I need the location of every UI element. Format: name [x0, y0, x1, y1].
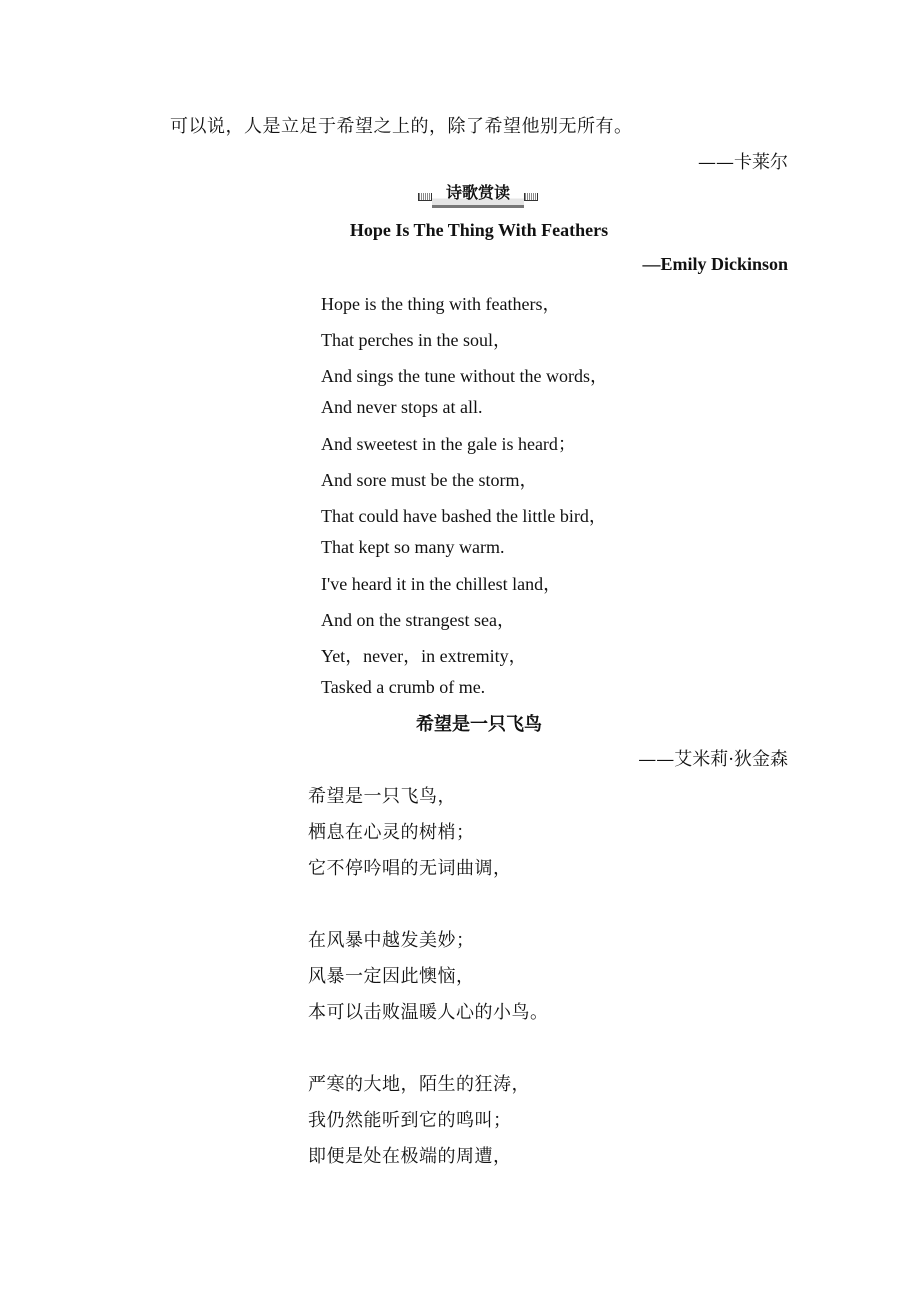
poem-line-en: And on the strangest sea， [321, 610, 515, 630]
poem-line-en: Hope is the thing with feathers， [321, 294, 561, 314]
section-badge [418, 183, 538, 207]
poem-line-en: That kept so many warm. [321, 537, 505, 557]
poem-line-zh: 它不停吟唱的无词曲调， [308, 858, 512, 879]
intro-quote-author: ——卡莱尔 [698, 152, 788, 173]
poem-title-english: Hope Is The Thing With Feathers [349, 220, 609, 240]
poem-line-zh: 即便是处在极端的周遭， [308, 1146, 512, 1167]
intro-quote: 可以说，人是立足于希望之上的，除了希望他别无所有。 [170, 116, 633, 137]
poem-author-english: —Emily Dickinson [642, 254, 788, 274]
poem-line-en: That could have bashed the little bird， [321, 506, 607, 526]
section-badge-label: 诗歌赏读 [432, 183, 524, 208]
poem-line-en: And sore must be the storm， [321, 470, 538, 490]
poem-line-en: And sings the tune without the words， [321, 366, 608, 386]
poem-line-en: That perches in the soul， [321, 330, 511, 350]
poem-line-zh: 栖息在心灵的树梢； [308, 822, 475, 843]
poem-line-zh: 严寒的大地，陌生的狂涛， [308, 1074, 530, 1095]
poem-line-en: I've heard it in the chillest land， [321, 574, 562, 594]
poem-line-zh: 在风暴中越发美妙； [308, 930, 475, 951]
poem-line-en: Tasked a crumb of me. [321, 677, 486, 697]
poem-author-chinese: ——艾米莉·狄金森 [638, 749, 788, 770]
poem-line-en: And never stops at all. [321, 397, 483, 417]
poem-title-chinese: 希望是一只飞鸟 [416, 714, 542, 735]
badge-right-ornament [524, 193, 538, 201]
poem-line-en: And sweetest in the gale is heard； [321, 434, 576, 454]
poem-line-zh: 风暴一定因此懊恼， [308, 966, 475, 987]
poem-line-en: Yet，never，in extremity， [321, 646, 527, 666]
poem-line-zh: 希望是一只飞鸟， [308, 786, 456, 807]
poem-line-zh: 本可以击败温暖人心的小鸟。 [308, 1002, 549, 1023]
poem-line-zh: 我仍然能听到它的鸣叫； [308, 1110, 512, 1131]
badge-left-ornament [418, 193, 432, 201]
